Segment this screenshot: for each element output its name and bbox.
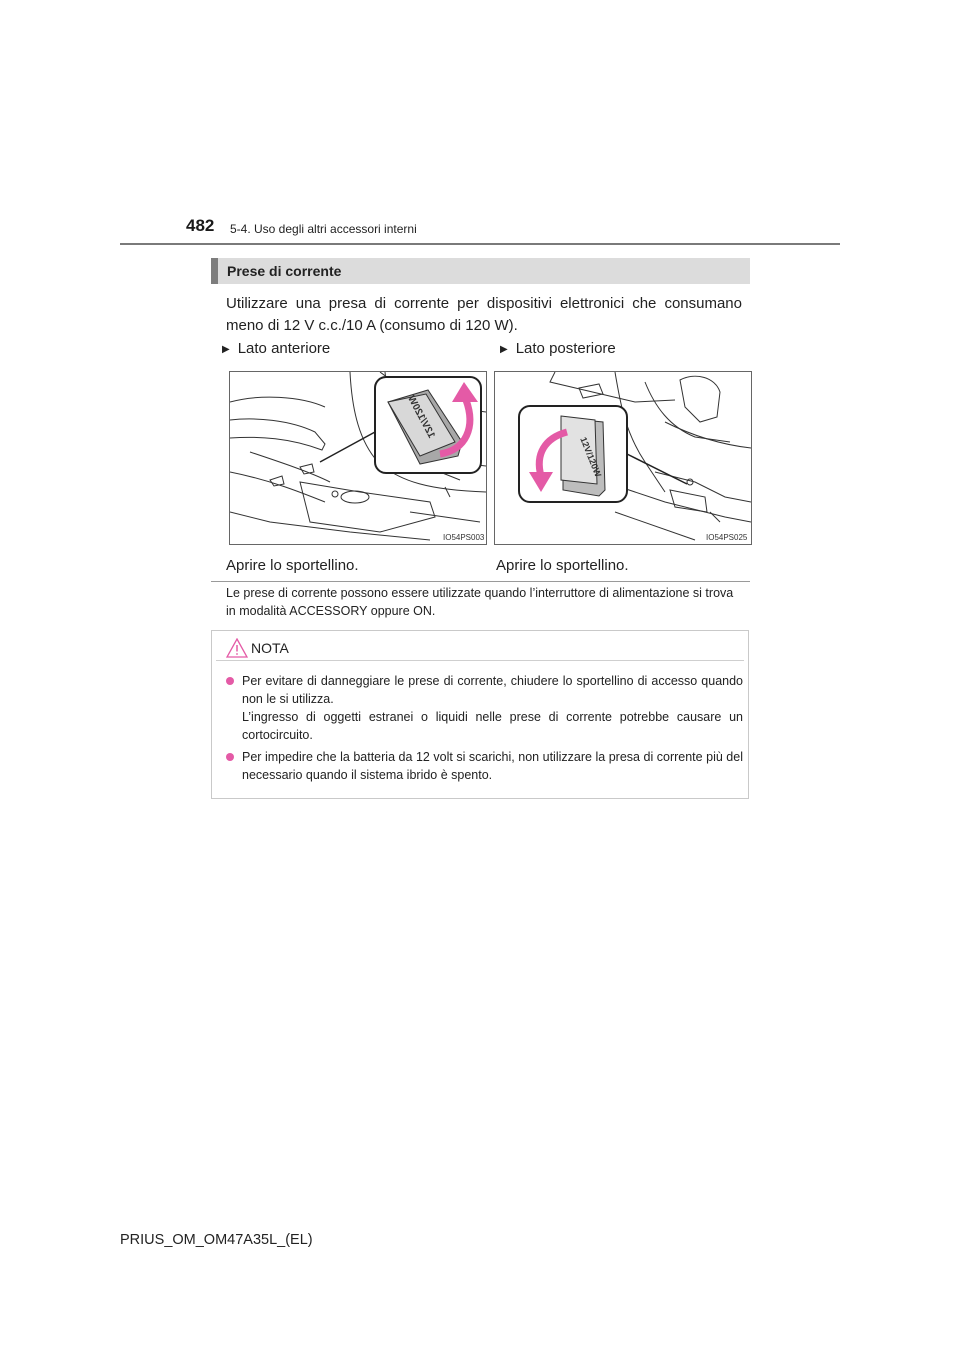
nota-item-text: Per evitare di danneggiare le prese di corrente, chiudere lo sportellino di accesso quando non le si utilizza. xyxy=(242,674,743,706)
note-divider xyxy=(211,581,750,582)
rear-cover-text: 12V/120W xyxy=(578,435,604,479)
intro-paragraph: Utilizzare una presa di corrente per dispositivi elettronici che consumano meno di 12 V c.c./10 A (consumo di 120 W). xyxy=(226,295,742,334)
header-rule xyxy=(120,243,840,245)
front-view-label xyxy=(222,340,330,357)
footer-code: PRIUS_OM_OM47A35L_(EL) xyxy=(120,1232,313,1248)
front-console-drawing xyxy=(230,372,486,544)
front-cover-text: 12V/120W xyxy=(405,393,437,441)
rear-console-illustration xyxy=(494,371,752,545)
triangle-right-icon: ▶ xyxy=(222,344,230,355)
nota-title: NOTA xyxy=(251,640,289,656)
nota-item xyxy=(226,672,743,744)
front-image-code: IO54PS003 xyxy=(443,533,485,542)
section-title: 5-4. Uso degli altri accessori interni xyxy=(230,222,417,236)
warning-icon xyxy=(226,638,248,658)
front-console-illustration xyxy=(229,371,487,545)
bullet-dot-icon xyxy=(226,753,234,761)
triangle-right-icon: ▶ xyxy=(500,344,508,355)
rear-view-label xyxy=(500,340,616,357)
nota-divider xyxy=(216,660,744,661)
rear-image-code: IO54PS025 xyxy=(706,533,748,542)
front-caption: Aprire lo sportellino. xyxy=(226,557,359,574)
nota-item-text: L’ingresso di oggetti estranei o liquidi nelle prese di corrente potrebbe causare un cortocircuito. xyxy=(242,710,743,742)
rear-console-drawing xyxy=(495,372,751,544)
rear-view-label-text: Lato posteriore xyxy=(515,340,616,357)
section-heading: Prese di corrente xyxy=(211,258,750,284)
usage-note: Le prese di corrente possono essere utilizzate quando l’interruttore di alimentazione si trova in modalità ACCESSORY oppure ON. xyxy=(226,586,734,618)
rear-outlet-cover xyxy=(561,416,605,496)
rear-caption: Aprire lo sportellino. xyxy=(496,557,629,574)
nota-item-text: Per impedire che la batteria da 12 volt si scarichi, non utilizzare la presa di corrente più del necessario quando il sistema ibrido è spento. xyxy=(242,750,743,782)
nota-item xyxy=(226,748,743,784)
nota-header xyxy=(226,638,289,658)
bullet-dot-icon xyxy=(226,677,234,685)
page-number: 482 xyxy=(186,216,215,235)
front-view-label-text: Lato anteriore xyxy=(237,340,331,357)
